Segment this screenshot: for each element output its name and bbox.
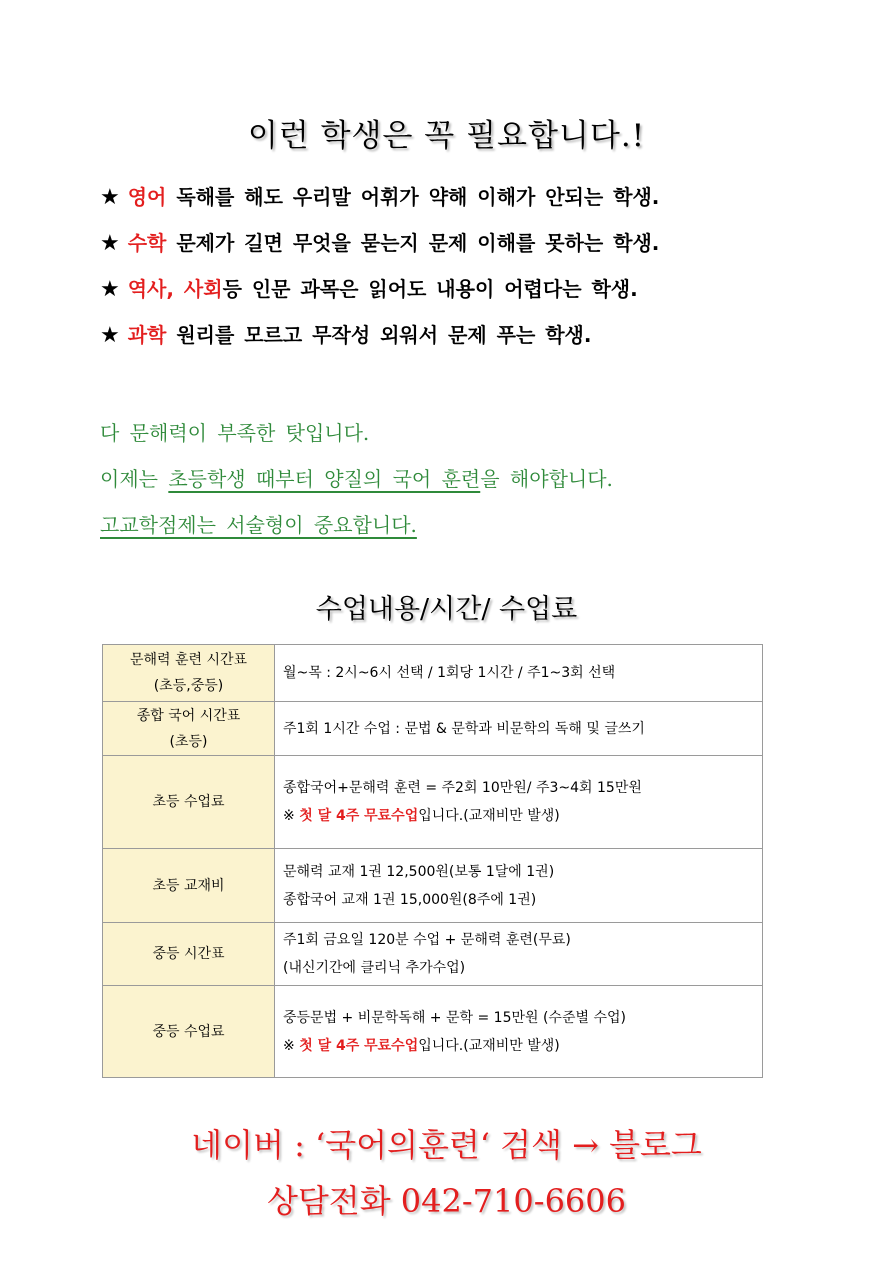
row-value: 종합국어+문해력 훈련 = 주2회 10만원/ 주3~4회 15만원 ※ 첫 달 4주 무료수업입니다.(교재비만 발생) <box>275 756 763 849</box>
row-label-korean-schedule: 종합 국어 시간표 (초등) <box>103 702 275 756</box>
table-row <box>103 849 763 923</box>
table-row <box>103 756 763 849</box>
bullet-text: 등 인문 과목은 읽어도 내용이 어렵다는 학생. <box>222 277 638 301</box>
row-value: 문해력 교재 1권 12,500원(보통 1달에 1권) 종합국어 교재 1권 15,000원(8주에 1권) <box>275 849 763 923</box>
note-line-2 <box>100 462 613 508</box>
row-label-middle-fee: 중등 수업료 <box>103 986 275 1078</box>
table-row <box>103 702 763 756</box>
note-line-2-pre: 이제는 <box>100 467 169 491</box>
star-icon: ★ <box>100 323 120 348</box>
row-value: 주1회 1시간 수업 : 문법 & 문학과 비문학의 독해 및 글쓰기 <box>275 702 763 756</box>
page-title: 이런 학생은 꼭 필요합니다.! <box>247 118 646 154</box>
note-line-3 <box>100 508 613 554</box>
row-label-literacy-schedule: 문해력 훈련 시간표 (초등,중등) <box>103 645 275 702</box>
subject-highlight: 역사, 사회 <box>127 277 223 301</box>
section-title: 수업내용/시간/ 수업료 <box>315 594 578 625</box>
bullet-list <box>100 182 659 366</box>
table-row <box>103 923 763 986</box>
phone-number: 상담전화 042-710-6606 <box>266 1182 627 1220</box>
row-label-middle-schedule: 중등 시간표 <box>103 923 275 986</box>
star-icon: ★ <box>100 231 120 256</box>
free-trial-highlight: 첫 달 4주 무료수업 <box>299 1037 419 1054</box>
schedule-table <box>102 644 763 1078</box>
subject-highlight: 과학 <box>127 323 167 347</box>
row-label-elementary-books: 초등 교재비 <box>103 849 275 923</box>
row-label-elementary-fee: 초등 수업료 <box>103 756 275 849</box>
bullet-text: 독해를 해도 우리말 어휘가 약해 이해가 안되는 학생. <box>166 185 660 209</box>
bullet-text: 문제가 길면 무엇을 묻는지 문제 이해를 못하는 학생. <box>166 231 660 255</box>
table-row <box>103 986 763 1078</box>
note-line-2-post: 을 해야합니다. <box>480 467 613 491</box>
row-value: 월~목 : 2시~6시 선택 / 1회당 1시간 / 주1~3회 선택 <box>275 645 763 702</box>
row-value: 주1회 금요일 120분 수업 + 문해력 훈련(무료) (내신기간에 클리닉 추가수업) <box>275 923 763 986</box>
note-line-1: 다 문해력이 부족한 탓입니다. <box>100 421 370 445</box>
bullet-history <box>100 274 659 320</box>
bullet-text: 원리를 모르고 무작성 외워서 문제 푸는 학생. <box>166 323 592 347</box>
naver-search-line: 네이버 : ‘국어의훈련‘ 검색 → 블로그 <box>191 1126 702 1164</box>
table-row <box>103 645 763 702</box>
star-icon: ★ <box>100 185 120 210</box>
note-line-2-underlined: 초등학생 때부터 양질의 국어 훈련 <box>168 467 481 491</box>
notes-block <box>100 416 613 554</box>
bullet-math <box>100 228 659 274</box>
subject-highlight: 영어 <box>127 185 167 209</box>
row-value: 중등문법 + 비문학독해 + 문학 = 15만원 (수준별 수업) ※ 첫 달 4주 무료수업입니다.(교재비만 발생) <box>275 986 763 1078</box>
note-line-3-underlined: 고교학점제는 서술형이 중요합니다. <box>100 513 417 537</box>
free-trial-highlight: 첫 달 4주 무료수업 <box>299 808 419 824</box>
bullet-science <box>100 320 659 366</box>
subject-highlight: 수학 <box>127 231 167 255</box>
star-icon: ★ <box>100 277 120 302</box>
bullet-english <box>100 182 659 228</box>
